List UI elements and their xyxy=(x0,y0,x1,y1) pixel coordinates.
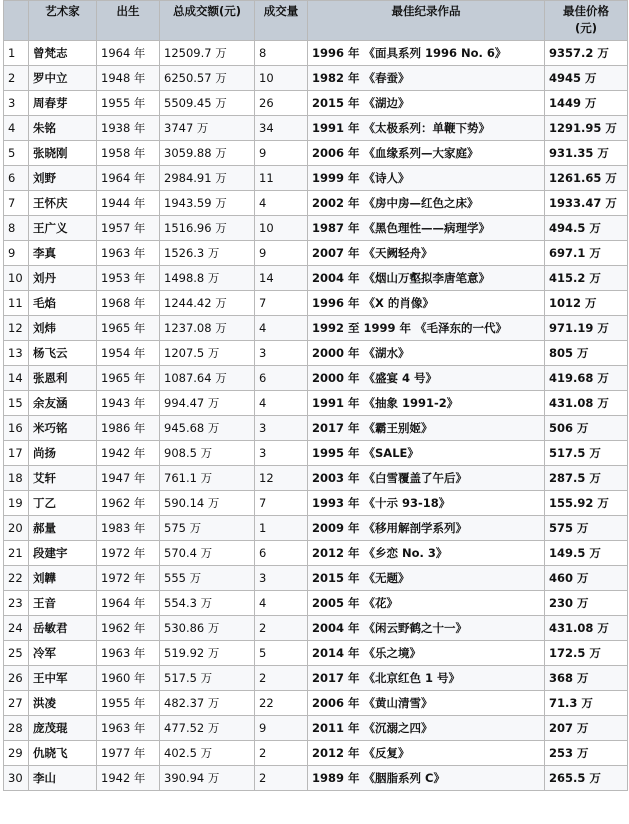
table-row xyxy=(4,91,628,116)
artist-cell: 张恩利 xyxy=(29,366,97,391)
best-work-cell: 1991 年 《太极系列：单鞭下势》 xyxy=(308,116,545,141)
table-row xyxy=(4,366,628,391)
table-row xyxy=(4,316,628,341)
birth-year-cell: 1964 年 xyxy=(97,41,160,66)
rank-cell: 12 xyxy=(4,316,29,341)
artist-cell: 王中军 xyxy=(29,666,97,691)
rank-cell: 7 xyxy=(4,191,29,216)
best-price-cell: 368 万 xyxy=(545,666,628,691)
volume-cell: 6 xyxy=(255,366,308,391)
best-work-cell: 1993 年 《十示 93-18》 xyxy=(308,491,545,516)
table-row xyxy=(4,616,628,641)
volume-cell: 9 xyxy=(255,716,308,741)
artist-cell: 刘野 xyxy=(29,166,97,191)
total-turnover-cell: 517.5 万 xyxy=(160,666,255,691)
best-work-cell: 2014 年 《乐之境》 xyxy=(308,641,545,666)
volume-cell: 9 xyxy=(255,241,308,266)
best-work-cell: 2012 年 《乡恋 No. 3》 xyxy=(308,541,545,566)
birth-year-cell: 1943 年 xyxy=(97,391,160,416)
volume-cell: 7 xyxy=(255,291,308,316)
best-price-cell: 172.5 万 xyxy=(545,641,628,666)
artist-cell: 曾梵志 xyxy=(29,41,97,66)
volume-cell: 10 xyxy=(255,216,308,241)
total-turnover-cell: 2984.91 万 xyxy=(160,166,255,191)
best-work-cell: 1992 至 1999 年 《毛泽东的一代》 xyxy=(308,316,545,341)
best-price-cell: 575 万 xyxy=(545,516,628,541)
best-price-cell: 1291.95 万 xyxy=(545,116,628,141)
volume-cell: 3 xyxy=(255,416,308,441)
birth-year-cell: 1964 年 xyxy=(97,166,160,191)
header-best-price xyxy=(545,1,628,41)
artist-cell: 朱铭 xyxy=(29,116,97,141)
artist-cell: 毛焰 xyxy=(29,291,97,316)
best-work-cell: 2005 年 《花》 xyxy=(308,591,545,616)
table-row xyxy=(4,666,628,691)
birth-year-cell: 1957 年 xyxy=(97,216,160,241)
rank-cell: 4 xyxy=(4,116,29,141)
artist-cell: 庞茂琨 xyxy=(29,716,97,741)
birth-year-cell: 1947 年 xyxy=(97,466,160,491)
volume-cell: 26 xyxy=(255,91,308,116)
birth-year-cell: 1955 年 xyxy=(97,691,160,716)
best-work-cell: 2015 年 《湖边》 xyxy=(308,91,545,116)
header-rank xyxy=(4,1,29,41)
artist-cell: 段建宇 xyxy=(29,541,97,566)
artist-ranking-table xyxy=(3,0,628,791)
volume-cell: 3 xyxy=(255,441,308,466)
best-price-cell: 71.3 万 xyxy=(545,691,628,716)
best-work-cell: 2007 年 《天阙轻舟》 xyxy=(308,241,545,266)
rank-cell: 5 xyxy=(4,141,29,166)
best-work-cell: 1982 年 《春蚕》 xyxy=(308,66,545,91)
birth-year-cell: 1963 年 xyxy=(97,241,160,266)
best-work-cell: 2000 年 《盛宴 4 号》 xyxy=(308,366,545,391)
birth-year-cell: 1986 年 xyxy=(97,416,160,441)
rank-cell: 6 xyxy=(4,166,29,191)
total-turnover-cell: 1498.8 万 xyxy=(160,266,255,291)
birth-year-cell: 1955 年 xyxy=(97,91,160,116)
best-price-cell: 1449 万 xyxy=(545,91,628,116)
best-work-cell: 2002 年 《房中房—红色之床》 xyxy=(308,191,545,216)
rank-cell: 20 xyxy=(4,516,29,541)
best-work-cell: 1996 年 《面具系列 1996 No. 6》 xyxy=(308,41,545,66)
rank-cell: 21 xyxy=(4,541,29,566)
best-work-cell: 2015 年 《无题》 xyxy=(308,566,545,591)
best-work-cell: 1989 年 《胭脂系列 C》 xyxy=(308,766,545,791)
artist-cell: 王怀庆 xyxy=(29,191,97,216)
rank-cell: 30 xyxy=(4,766,29,791)
rank-cell: 1 xyxy=(4,41,29,66)
total-turnover-cell: 908.5 万 xyxy=(160,441,255,466)
best-work-cell: 2006 年 《黄山清雪》 xyxy=(308,691,545,716)
rank-cell: 16 xyxy=(4,416,29,441)
total-turnover-cell: 1943.59 万 xyxy=(160,191,255,216)
birth-year-cell: 1962 年 xyxy=(97,491,160,516)
artist-cell: 罗中立 xyxy=(29,66,97,91)
birth-year-cell: 1960 年 xyxy=(97,666,160,691)
volume-cell: 4 xyxy=(255,191,308,216)
volume-cell: 5 xyxy=(255,641,308,666)
artist-cell: 艾轩 xyxy=(29,466,97,491)
total-turnover-cell: 5509.45 万 xyxy=(160,91,255,116)
rank-cell: 23 xyxy=(4,591,29,616)
header-birth: 出生 xyxy=(97,1,160,41)
total-turnover-cell: 554.3 万 xyxy=(160,591,255,616)
birth-year-cell: 1972 年 xyxy=(97,541,160,566)
total-turnover-cell: 530.86 万 xyxy=(160,616,255,641)
volume-cell: 3 xyxy=(255,341,308,366)
best-work-cell: 2003 年 《白雪覆盖了午后》 xyxy=(308,466,545,491)
table-row xyxy=(4,291,628,316)
best-price-cell: 9357.2 万 xyxy=(545,41,628,66)
volume-cell: 2 xyxy=(255,666,308,691)
rank-cell: 28 xyxy=(4,716,29,741)
birth-year-cell: 1962 年 xyxy=(97,616,160,641)
header-best-price-unit: (元) xyxy=(574,21,597,35)
table-row xyxy=(4,391,628,416)
artist-cell: 余友涵 xyxy=(29,391,97,416)
best-price-cell: 287.5 万 xyxy=(545,466,628,491)
birth-year-cell: 1948 年 xyxy=(97,66,160,91)
total-turnover-cell: 555 万 xyxy=(160,566,255,591)
total-turnover-cell: 1087.64 万 xyxy=(160,366,255,391)
rank-cell: 27 xyxy=(4,691,29,716)
rank-cell: 17 xyxy=(4,441,29,466)
volume-cell: 3 xyxy=(255,566,308,591)
table-row xyxy=(4,166,628,191)
best-price-cell: 1933.47 万 xyxy=(545,191,628,216)
best-price-cell: 419.68 万 xyxy=(545,366,628,391)
artist-cell: 洪凌 xyxy=(29,691,97,716)
volume-cell: 2 xyxy=(255,616,308,641)
volume-cell: 22 xyxy=(255,691,308,716)
artist-cell: 岳敏君 xyxy=(29,616,97,641)
rank-cell: 22 xyxy=(4,566,29,591)
birth-year-cell: 1938 年 xyxy=(97,116,160,141)
rank-cell: 25 xyxy=(4,641,29,666)
table-row xyxy=(4,566,628,591)
volume-cell: 2 xyxy=(255,766,308,791)
volume-cell: 9 xyxy=(255,141,308,166)
volume-cell: 8 xyxy=(255,41,308,66)
total-turnover-cell: 519.92 万 xyxy=(160,641,255,666)
volume-cell: 12 xyxy=(255,466,308,491)
birth-year-cell: 1942 年 xyxy=(97,766,160,791)
rank-cell: 9 xyxy=(4,241,29,266)
table-row xyxy=(4,466,628,491)
artist-cell: 郝量 xyxy=(29,516,97,541)
volume-cell: 34 xyxy=(255,116,308,141)
table-row xyxy=(4,141,628,166)
best-work-cell: 2004 年 《烟山万壑拟李唐笔意》 xyxy=(308,266,545,291)
table-row xyxy=(4,116,628,141)
table-row xyxy=(4,491,628,516)
birth-year-cell: 1983 年 xyxy=(97,516,160,541)
volume-cell: 14 xyxy=(255,266,308,291)
header-volume: 成交量 xyxy=(255,1,308,41)
best-work-cell: 2009 年 《移用解剖学系列》 xyxy=(308,516,545,541)
best-price-cell: 253 万 xyxy=(545,741,628,766)
table-row xyxy=(4,716,628,741)
total-turnover-cell: 590.14 万 xyxy=(160,491,255,516)
best-work-cell: 1987 年 《黑色理性——病理学》 xyxy=(308,216,545,241)
best-price-cell: 265.5 万 xyxy=(545,766,628,791)
best-price-cell: 415.2 万 xyxy=(545,266,628,291)
volume-cell: 4 xyxy=(255,391,308,416)
birth-year-cell: 1965 年 xyxy=(97,366,160,391)
rank-cell: 8 xyxy=(4,216,29,241)
total-turnover-cell: 570.4 万 xyxy=(160,541,255,566)
total-turnover-cell: 761.1 万 xyxy=(160,466,255,491)
table-row xyxy=(4,766,628,791)
best-work-cell: 2012 年 《反复》 xyxy=(308,741,545,766)
table-row xyxy=(4,541,628,566)
volume-cell: 11 xyxy=(255,166,308,191)
birth-year-cell: 1954 年 xyxy=(97,341,160,366)
table-row xyxy=(4,641,628,666)
table-row xyxy=(4,591,628,616)
total-turnover-cell: 994.47 万 xyxy=(160,391,255,416)
table-row xyxy=(4,216,628,241)
birth-year-cell: 1977 年 xyxy=(97,741,160,766)
volume-cell: 6 xyxy=(255,541,308,566)
total-turnover-cell: 3747 万 xyxy=(160,116,255,141)
header-best-work: 最佳纪录作品 xyxy=(308,1,545,41)
best-price-cell: 4945 万 xyxy=(545,66,628,91)
table-row xyxy=(4,441,628,466)
birth-year-cell: 1953 年 xyxy=(97,266,160,291)
table-row xyxy=(4,41,628,66)
header-best-price-label: 最佳价格 xyxy=(563,4,609,18)
volume-cell: 10 xyxy=(255,66,308,91)
total-turnover-cell: 1516.96 万 xyxy=(160,216,255,241)
rank-cell: 11 xyxy=(4,291,29,316)
header-total-turnover: 总成交额(元) xyxy=(160,1,255,41)
best-price-cell: 494.5 万 xyxy=(545,216,628,241)
rank-cell: 26 xyxy=(4,666,29,691)
birth-year-cell: 1968 年 xyxy=(97,291,160,316)
best-price-cell: 1261.65 万 xyxy=(545,166,628,191)
artist-cell: 尚扬 xyxy=(29,441,97,466)
rank-cell: 13 xyxy=(4,341,29,366)
best-price-cell: 805 万 xyxy=(545,341,628,366)
artist-cell: 李山 xyxy=(29,766,97,791)
birth-year-cell: 1958 年 xyxy=(97,141,160,166)
volume-cell: 4 xyxy=(255,316,308,341)
artist-cell: 杨飞云 xyxy=(29,341,97,366)
volume-cell: 4 xyxy=(255,591,308,616)
artist-cell: 冷军 xyxy=(29,641,97,666)
rank-cell: 14 xyxy=(4,366,29,391)
birth-year-cell: 1965 年 xyxy=(97,316,160,341)
volume-cell: 1 xyxy=(255,516,308,541)
best-price-cell: 971.19 万 xyxy=(545,316,628,341)
artist-cell: 周春芽 xyxy=(29,91,97,116)
total-turnover-cell: 402.5 万 xyxy=(160,741,255,766)
total-turnover-cell: 1237.08 万 xyxy=(160,316,255,341)
rank-cell: 29 xyxy=(4,741,29,766)
best-price-cell: 149.5 万 xyxy=(545,541,628,566)
rank-cell: 15 xyxy=(4,391,29,416)
best-price-cell: 506 万 xyxy=(545,416,628,441)
table-row xyxy=(4,516,628,541)
total-turnover-cell: 12509.7 万 xyxy=(160,41,255,66)
artist-cell: 刘炜 xyxy=(29,316,97,341)
total-turnover-cell: 477.52 万 xyxy=(160,716,255,741)
best-work-cell: 2006 年 《血缘系列—大家庭》 xyxy=(308,141,545,166)
best-price-cell: 460 万 xyxy=(545,566,628,591)
total-turnover-cell: 6250.57 万 xyxy=(160,66,255,91)
best-price-cell: 230 万 xyxy=(545,591,628,616)
header-row xyxy=(4,1,628,41)
total-turnover-cell: 1526.3 万 xyxy=(160,241,255,266)
table-row xyxy=(4,66,628,91)
rank-cell: 2 xyxy=(4,66,29,91)
artist-cell: 张晓刚 xyxy=(29,141,97,166)
table-row xyxy=(4,266,628,291)
total-turnover-cell: 482.37 万 xyxy=(160,691,255,716)
total-turnover-cell: 575 万 xyxy=(160,516,255,541)
volume-cell: 7 xyxy=(255,491,308,516)
table-row xyxy=(4,741,628,766)
best-price-cell: 431.08 万 xyxy=(545,391,628,416)
best-price-cell: 431.08 万 xyxy=(545,616,628,641)
birth-year-cell: 1963 年 xyxy=(97,641,160,666)
table-row xyxy=(4,416,628,441)
birth-year-cell: 1964 年 xyxy=(97,591,160,616)
rank-cell: 10 xyxy=(4,266,29,291)
best-price-cell: 207 万 xyxy=(545,716,628,741)
total-turnover-cell: 1244.42 万 xyxy=(160,291,255,316)
artist-cell: 米巧铭 xyxy=(29,416,97,441)
rank-cell: 18 xyxy=(4,466,29,491)
artist-cell: 刘丹 xyxy=(29,266,97,291)
birth-year-cell: 1963 年 xyxy=(97,716,160,741)
rank-cell: 19 xyxy=(4,491,29,516)
volume-cell: 2 xyxy=(255,741,308,766)
rank-cell: 24 xyxy=(4,616,29,641)
best-work-cell: 1996 年 《X 的肖像》 xyxy=(308,291,545,316)
birth-year-cell: 1972 年 xyxy=(97,566,160,591)
artist-cell: 仇晓飞 xyxy=(29,741,97,766)
total-turnover-cell: 390.94 万 xyxy=(160,766,255,791)
table-row xyxy=(4,341,628,366)
best-work-cell: 1999 年 《诗人》 xyxy=(308,166,545,191)
birth-year-cell: 1942 年 xyxy=(97,441,160,466)
birth-year-cell: 1944 年 xyxy=(97,191,160,216)
best-work-cell: 2011 年 《沉溺之四》 xyxy=(308,716,545,741)
rank-cell: 3 xyxy=(4,91,29,116)
artist-cell: 王音 xyxy=(29,591,97,616)
table-row xyxy=(4,191,628,216)
table-row xyxy=(4,241,628,266)
best-work-cell: 2000 年 《湖水》 xyxy=(308,341,545,366)
artist-cell: 丁乙 xyxy=(29,491,97,516)
header-artist: 艺术家 xyxy=(29,1,97,41)
best-price-cell: 931.35 万 xyxy=(545,141,628,166)
artist-cell: 刘韡 xyxy=(29,566,97,591)
total-turnover-cell: 3059.88 万 xyxy=(160,141,255,166)
total-turnover-cell: 1207.5 万 xyxy=(160,341,255,366)
best-work-cell: 1995 年 《SALE》 xyxy=(308,441,545,466)
best-price-cell: 697.1 万 xyxy=(545,241,628,266)
best-price-cell: 1012 万 xyxy=(545,291,628,316)
best-work-cell: 1991 年 《抽象 1991-2》 xyxy=(308,391,545,416)
table-row xyxy=(4,691,628,716)
best-work-cell: 2004 年 《闲云野鹤之十一》 xyxy=(308,616,545,641)
best-work-cell: 2017 年 《霸王别姬》 xyxy=(308,416,545,441)
artist-cell: 王广义 xyxy=(29,216,97,241)
artist-cell: 李真 xyxy=(29,241,97,266)
best-price-cell: 517.5 万 xyxy=(545,441,628,466)
best-price-cell: 155.92 万 xyxy=(545,491,628,516)
best-work-cell: 2017 年 《北京红色 1 号》 xyxy=(308,666,545,691)
total-turnover-cell: 945.68 万 xyxy=(160,416,255,441)
